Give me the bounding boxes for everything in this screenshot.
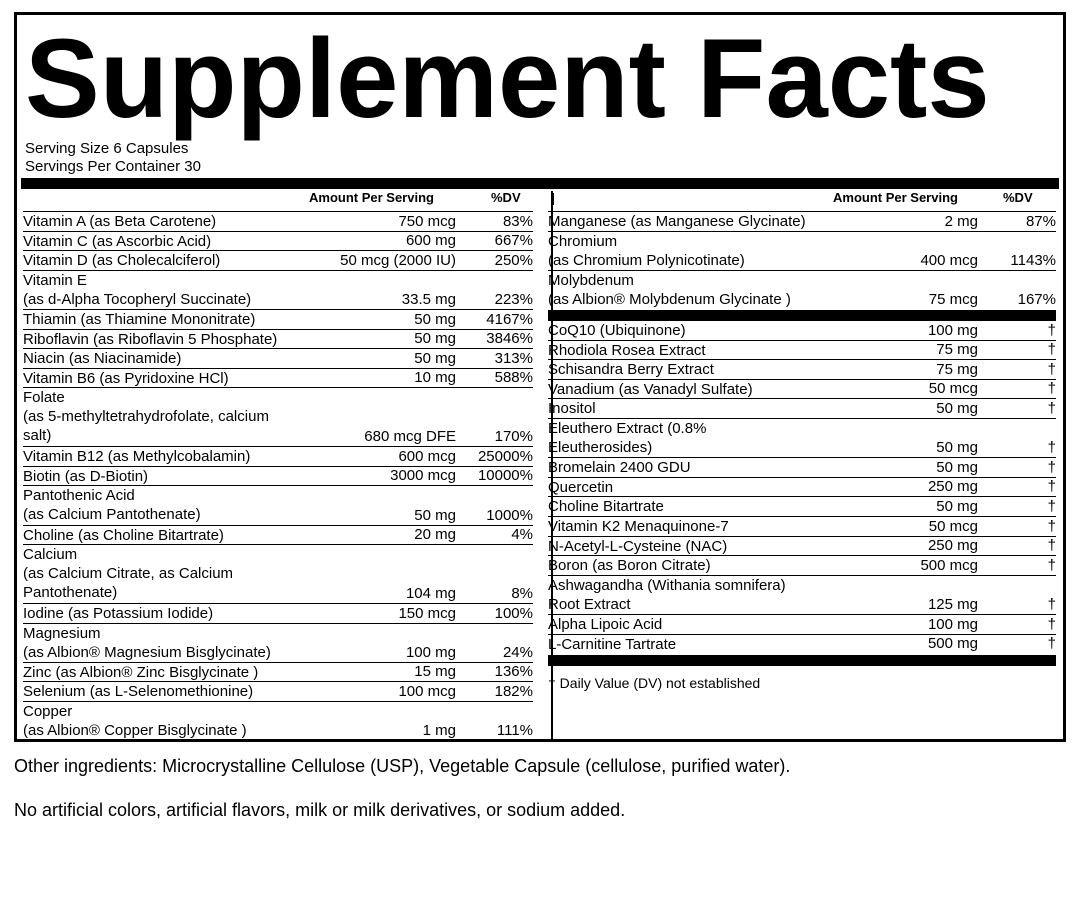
nutrient-dv: † <box>1047 380 1056 398</box>
nutrient-amount: 100 mg <box>927 615 978 633</box>
nutrient-name: Boron (as Boron Citrate) <box>548 557 711 575</box>
nutrient-name: Zinc (as Albion® Zinc Bisglycinate ) <box>23 663 259 681</box>
nutrient-amount: 600 mg <box>405 232 456 250</box>
nutrient-name: Inositol <box>548 400 596 418</box>
nutrient-name: Copper (as Albion® Copper Bisglycinate ) <box>23 703 247 739</box>
nutrient-row <box>23 231 533 251</box>
nutrient-dv: 1143% <box>1010 251 1056 269</box>
nutrient-row <box>548 536 1056 556</box>
nutrient-dv: 4167% <box>486 310 533 328</box>
top-thick-rule <box>21 178 1059 189</box>
nutrient-row <box>548 516 1056 536</box>
nutrient-name: Niacin (as Niacinamide) <box>23 350 182 368</box>
nutrient-dv: † <box>1047 321 1056 339</box>
nutrient-row <box>23 250 533 270</box>
nutrient-dv: † <box>1047 360 1056 378</box>
nutrient-amount: 20 mg <box>414 526 456 544</box>
nutrient-amount: 100 mcg <box>398 682 456 700</box>
nutrient-name: Folate (as 5-methyltetrahydrofolate, calcium salt) <box>23 389 269 445</box>
nutrient-dv: † <box>1047 537 1056 555</box>
nutrient-dv: 25000% <box>477 447 533 465</box>
nutrient-dv: † <box>1047 399 1056 417</box>
nutrient-row <box>548 359 1056 379</box>
nutrient-name: Calcium (as Calcium Citrate, as Calcium Pantothenate) <box>23 546 234 602</box>
column-separator-mark <box>551 193 554 205</box>
nutrient-name: Thiamin (as Thiamine Mononitrate) <box>23 311 256 328</box>
nutrient-name: Choline Bitartrate <box>548 498 664 516</box>
nutrient-amount: 50 mcg <box>928 380 978 398</box>
bottom-thick-rule <box>548 655 1056 666</box>
nutrient-amount: 104 mg <box>405 584 456 602</box>
nutrient-dv: 667% <box>494 232 533 250</box>
nutrient-row <box>23 270 533 309</box>
nutrient-row <box>23 446 533 466</box>
nutrient-amount: 50 mg <box>414 310 456 328</box>
nutrient-row <box>23 525 533 545</box>
left-dv-header: %DV <box>491 190 521 205</box>
nutrient-dv: 100% <box>494 604 533 622</box>
nutrient-row <box>23 329 533 349</box>
nutrient-dv: 4% <box>511 526 533 544</box>
nutrient-name: Chromium (as Chromium Polynicotinate) <box>548 232 745 269</box>
nutrient-row <box>548 496 1056 516</box>
supplement-facts-panel <box>14 12 1066 742</box>
nutrient-name: Riboflavin (as Riboflavin 5 Phosphate) <box>23 330 278 348</box>
nutrient-amount: 15 mg <box>414 663 456 681</box>
nutrient-amount: 250 mg <box>927 537 978 555</box>
nutrient-name: Pantothenic Acid (as Calcium Pantothenate) <box>23 487 201 524</box>
nutrient-row <box>548 398 1056 418</box>
nutrient-dv: 136% <box>494 663 533 681</box>
nutrient-name: CoQ10 (Ubiquinone) <box>548 322 686 339</box>
serving-size: Serving Size 6 Capsules <box>25 140 189 157</box>
nutrient-amount: 100 mg <box>405 643 456 661</box>
nutrient-row <box>23 485 533 524</box>
nutrient-amount: 50 mg <box>936 439 978 457</box>
nutrient-name: Vitamin K2 Menaquinone-7 <box>548 518 729 535</box>
nutrient-amount: 600 mcg <box>398 447 456 465</box>
nutrient-name: Choline (as Choline Bitartrate) <box>23 526 224 544</box>
nutrient-row <box>548 320 1056 340</box>
nutrient-amount: 500 mcg <box>920 556 978 574</box>
nutrient-row <box>548 634 1056 654</box>
nutrient-name: Iodine (as Potassium Iodide) <box>23 605 214 622</box>
nutrient-row <box>548 575 1056 614</box>
nutrient-amount: 680 mcg DFE <box>364 428 456 446</box>
nutrient-row <box>23 466 533 486</box>
nutrient-row <box>23 544 533 603</box>
nutrient-row <box>548 477 1056 497</box>
nutrient-amount: 33.5 mg <box>401 290 456 308</box>
right-dv-header: %DV <box>1003 190 1033 205</box>
nutrient-dv: 1000% <box>486 506 533 524</box>
nutrient-dv: 111% <box>496 722 533 740</box>
nutrient-dv: 8% <box>511 584 533 602</box>
nutrient-row <box>23 348 533 368</box>
nutrient-name: Vanadium (as Vanadyl Sulfate) <box>548 380 753 398</box>
nutrient-dv: † <box>1047 517 1056 535</box>
left-amount-header: Amount Per Serving <box>309 190 434 205</box>
nutrient-name: Molybdenum (as Albion® Molybdenum Glycinate ) <box>548 271 791 308</box>
nutrient-amount: 50 mg <box>414 349 456 367</box>
nutrient-dv: 170% <box>494 428 533 446</box>
nutrient-amount: 125 mg <box>927 595 978 613</box>
nutrient-amount: 75 mg <box>936 360 978 378</box>
nutrient-row <box>23 662 533 682</box>
nutrient-name: Manganese (as Manganese Glycinate) <box>548 213 806 230</box>
nutrient-amount: 75 mg <box>936 341 978 359</box>
nutrient-dv: † <box>1047 497 1056 515</box>
nutrient-amount: 50 mcg (2000 IU) <box>340 251 456 269</box>
nutrient-dv: 83% <box>502 212 533 230</box>
nutrient-row <box>23 681 533 701</box>
nutrient-dv: † <box>1047 439 1056 457</box>
nutrient-amount: 50 mg <box>414 506 456 524</box>
nutrient-dv: † <box>1047 556 1056 574</box>
nutrient-row <box>548 555 1056 575</box>
nutrient-amount: 400 mcg <box>920 251 978 269</box>
nutrient-row <box>548 379 1056 399</box>
panel-title: Supplement Facts <box>25 16 990 141</box>
nutrient-amount: 250 mg <box>927 478 978 496</box>
nutrient-amount: 100 mg <box>927 321 978 339</box>
nutrient-amount: 10 mg <box>414 369 456 387</box>
servings-per-container: Servings Per Container 30 <box>25 158 201 175</box>
nutrient-name: L-Carnitine Tartrate <box>548 635 677 653</box>
nutrient-dv: 182% <box>494 682 533 700</box>
nutrient-dv: † <box>1047 478 1056 496</box>
right-amount-header: Amount Per Serving <box>833 190 958 205</box>
nutrient-name: Vitamin C (as Ascorbic Acid) <box>23 232 212 250</box>
nutrient-name: Bromelain 2400 GDU <box>548 459 691 477</box>
nutrient-row <box>23 623 533 662</box>
nutrient-dv: 223% <box>494 290 533 308</box>
nutrient-dv: † <box>1047 595 1056 613</box>
nutrient-amount: 500 mg <box>927 635 978 653</box>
nutrient-amount: 50 mg <box>414 330 456 348</box>
nutrient-row <box>23 387 533 446</box>
nutrient-amount: 75 mcg <box>928 290 978 308</box>
nutrient-name: Ashwagandha (Withania somnifera) Root Extract <box>548 576 786 613</box>
nutrient-name: N-Acetyl-L-Cysteine (NAC) <box>548 537 728 555</box>
nutrient-row <box>23 701 533 740</box>
nutrient-name: Vitamin B6 (as Pyridoxine HCl) <box>23 369 229 387</box>
nutrient-row <box>548 457 1056 477</box>
nutrient-amount: 50 mcg <box>928 517 978 535</box>
nutrient-name: Vitamin A (as Beta Carotene) <box>23 213 217 230</box>
nutrient-name: Biotin (as D-Biotin) <box>23 467 149 485</box>
nutrient-name: Rhodiola Rosea Extract <box>548 341 706 359</box>
nutrient-amount: 2 mg <box>944 212 978 230</box>
nutrient-name: Quercetin <box>548 478 614 496</box>
nutrient-row <box>23 211 533 231</box>
nutrient-dv: 167% <box>1017 290 1056 308</box>
nutrient-dv: † <box>1047 458 1056 476</box>
nutrient-dv: 588% <box>494 369 533 387</box>
other-ingredients: Other ingredients: Microcrystalline Cellulose (USP), Vegetable Capsule (cellulose, purified water). <box>14 756 791 776</box>
nutrient-name: Vitamin D (as Cholecalciferol) <box>23 252 221 270</box>
nutrient-row <box>548 270 1056 309</box>
nutrient-dv: 250% <box>494 251 533 269</box>
nutrient-amount: 50 mg <box>936 458 978 476</box>
nutrient-name: Schisandra Berry Extract <box>548 361 714 379</box>
nutrient-dv: 87% <box>1025 212 1056 230</box>
dv-footnote: † Daily Value (DV) not established <box>548 675 761 691</box>
nutrient-amount: 150 mcg <box>398 604 456 622</box>
nutrient-name: Eleuthero Extract (0.8% Eleutherosides) <box>548 420 707 456</box>
nutrient-row <box>23 368 533 388</box>
nutrient-row <box>548 340 1056 360</box>
nutrient-name: Magnesium (as Albion® Magnesium Bisglycinate) <box>23 624 271 661</box>
nutrient-row <box>23 309 533 329</box>
nutrient-dv: † <box>1047 341 1056 359</box>
nutrient-amount: 50 mg <box>936 399 978 417</box>
nutrient-row <box>548 418 1056 457</box>
nutrient-amount: 1 mg <box>422 722 456 740</box>
nutrient-name: Vitamin E (as d-Alpha Tocopheryl Succinate) <box>23 271 252 308</box>
nutrient-dv: 3846% <box>486 330 533 348</box>
nutrient-amount: 750 mcg <box>398 212 456 230</box>
nutrient-amount: 3000 mcg <box>390 467 456 485</box>
nutrient-name: Vitamin B12 (as Methylcobalamin) <box>23 448 251 466</box>
nutrient-row <box>548 614 1056 634</box>
nutrient-row <box>23 603 533 623</box>
nutrient-amount: 50 mg <box>936 497 978 515</box>
nutrient-dv: † <box>1047 615 1056 633</box>
nutrient-dv: 10000% <box>477 467 533 485</box>
nutrient-name: Alpha Lipoic Acid <box>548 616 663 633</box>
nutrient-dv: 313% <box>494 349 533 367</box>
nutrient-row <box>548 231 1056 270</box>
nutrient-dv: † <box>1047 635 1056 653</box>
nutrient-row <box>548 211 1056 231</box>
nutrient-dv: 24% <box>502 643 533 661</box>
nutrient-name: Selenium (as L-Selenomethionine) <box>23 683 254 701</box>
no-artificial-statement: No artificial colors, artificial flavors, milk or milk derivatives, or sodium added. <box>14 800 626 820</box>
